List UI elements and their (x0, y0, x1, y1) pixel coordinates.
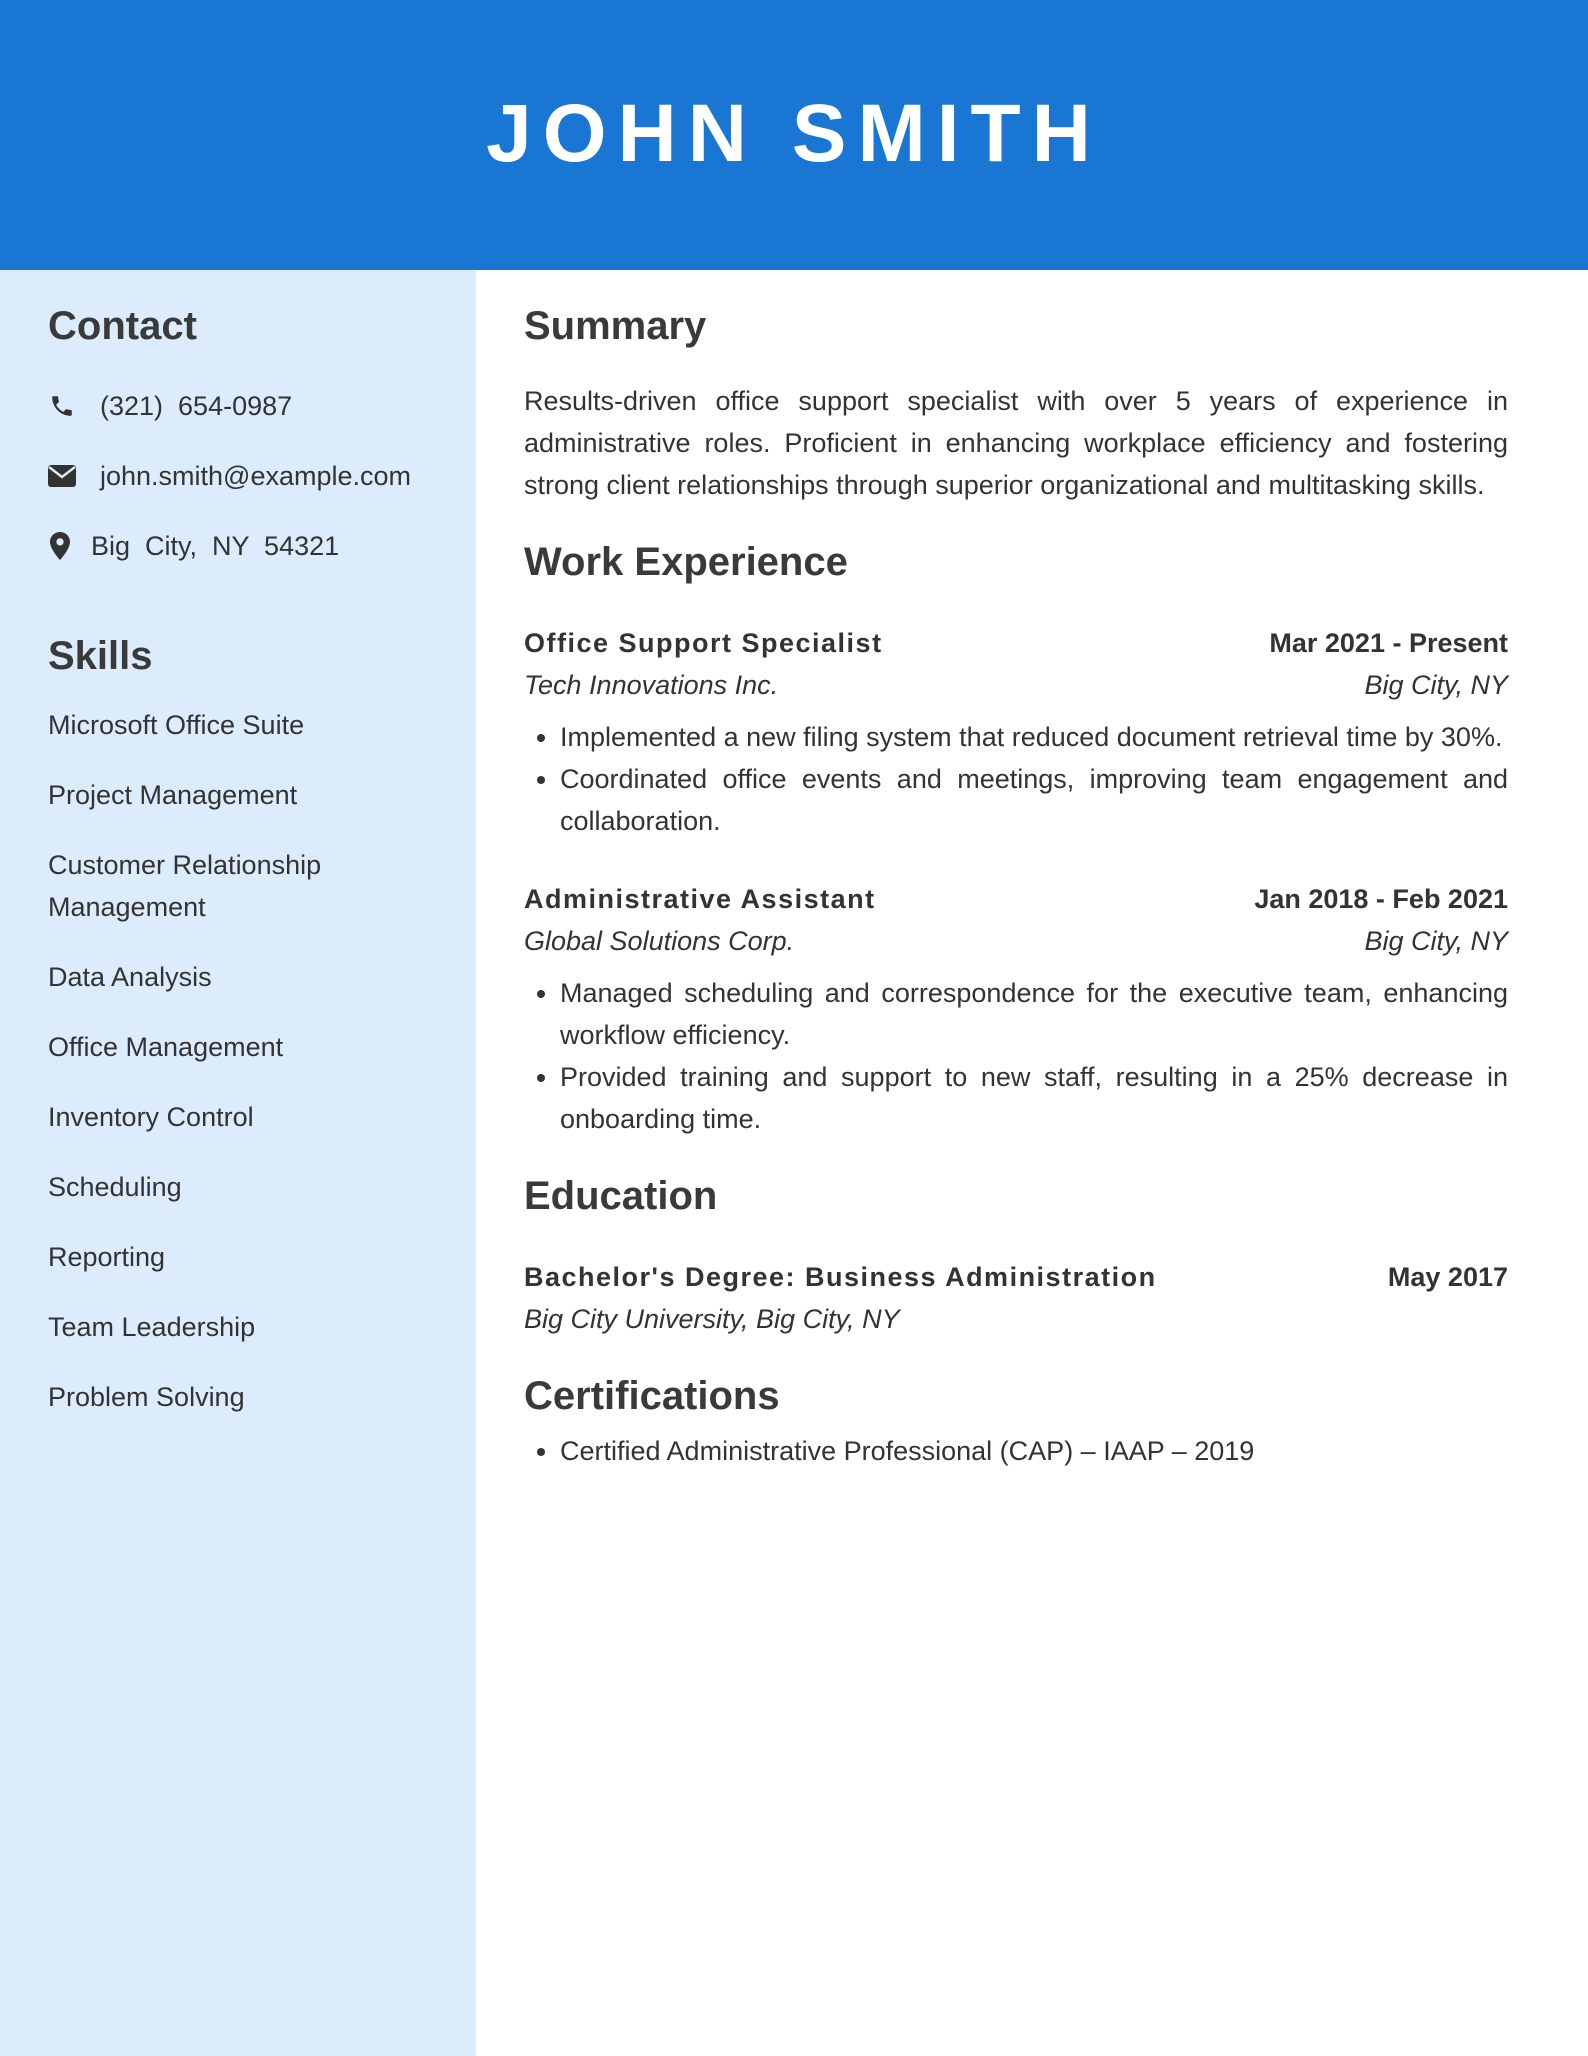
certifications-heading: Certifications (524, 1374, 780, 1418)
resume-header (0, 0, 1588, 270)
job-subheader (524, 920, 1508, 962)
contact-email (48, 456, 476, 496)
skills-heading: Skills (48, 634, 153, 678)
skill-item: Inventory Control (48, 1102, 254, 1132)
candidate-name: JOHN SMITH (486, 88, 1102, 179)
summary-text: Results-driven office support specialist with over 5 years of experience in administrative roles. Proficient in enhancing workplace efficiency and fostering strong client relationships through superior organizational and multitasking skills. (524, 386, 1508, 500)
job-entry (524, 878, 1508, 1140)
job-bullet: • Coordinated office events and meetings, improving team engagement and collaboration. (560, 758, 1508, 842)
graduation-date: May 2017 (1387, 1262, 1508, 1292)
education-subheader (524, 1298, 1508, 1340)
contact-heading: Contact (48, 304, 197, 348)
certification-item: • Certified Administrative Professional (CAP) – IAAP – 2019 (560, 1430, 1508, 1472)
job-bullet: • Managed scheduling and correspondence for the executive team, enhancing workflow efficiency. (560, 972, 1508, 1056)
job-bullets (524, 972, 1508, 1140)
summary-heading: Summary (524, 304, 707, 348)
skill-item: Microsoft Office Suite (48, 710, 305, 740)
experience-heading: Work Experience (524, 540, 848, 584)
envelope-icon (48, 462, 76, 490)
certifications-list (524, 1430, 1508, 1472)
sidebar (0, 270, 476, 2056)
education-heading: Education (524, 1174, 718, 1218)
map-pin-icon (50, 532, 70, 560)
job-entry (524, 622, 1508, 842)
job-title: Administrative Assistant (524, 884, 876, 914)
job-dates: Mar 2021 - Present (1269, 628, 1508, 658)
email-address: john.smith@example.com (100, 460, 412, 491)
job-company: Tech Innovations Inc. (524, 670, 779, 700)
location-text: Big City, NY 54321 (91, 530, 340, 561)
contact-location (48, 526, 476, 566)
job-dates: Jan 2018 - Feb 2021 (1254, 884, 1508, 914)
contact-phone (48, 386, 476, 426)
job-subheader (524, 664, 1508, 706)
degree-title: Bachelor's Degree: Business Administration (524, 1262, 1157, 1292)
job-company: Global Solutions Corp. (524, 926, 795, 956)
skill-item: Project Management (48, 780, 298, 810)
job-header (524, 622, 1508, 664)
skill-item: Office Management (48, 1032, 284, 1062)
phone-number: (321) 654-0987 (100, 390, 293, 421)
phone-icon (48, 392, 76, 420)
job-bullet: • Implemented a new filing system that reduced document retrieval time by 30%. (560, 716, 1508, 758)
job-bullet: • Provided training and support to new staff, resulting in a 25% decrease in onboarding time. (560, 1056, 1508, 1140)
skills-list (48, 704, 438, 1418)
skill-item: Data Analysis (48, 962, 212, 992)
job-location: Big City, NY (1364, 926, 1508, 956)
main-content (524, 270, 1508, 1472)
school-name: Big City University, Big City, NY (524, 1304, 900, 1334)
job-title: Office Support Specialist (524, 628, 883, 658)
contact-list (48, 386, 476, 566)
skill-item: Reporting (48, 1242, 166, 1272)
skill-item: Team Leadership (48, 1312, 256, 1342)
skill-item: Scheduling (48, 1172, 182, 1202)
skill-item: Problem Solving (48, 1382, 245, 1412)
education-entry (524, 1256, 1508, 1340)
education-header (524, 1256, 1508, 1298)
job-location: Big City, NY (1364, 670, 1508, 700)
job-header (524, 878, 1508, 920)
job-bullets (524, 716, 1508, 842)
skill-item: Customer Relationship Management (48, 850, 322, 922)
